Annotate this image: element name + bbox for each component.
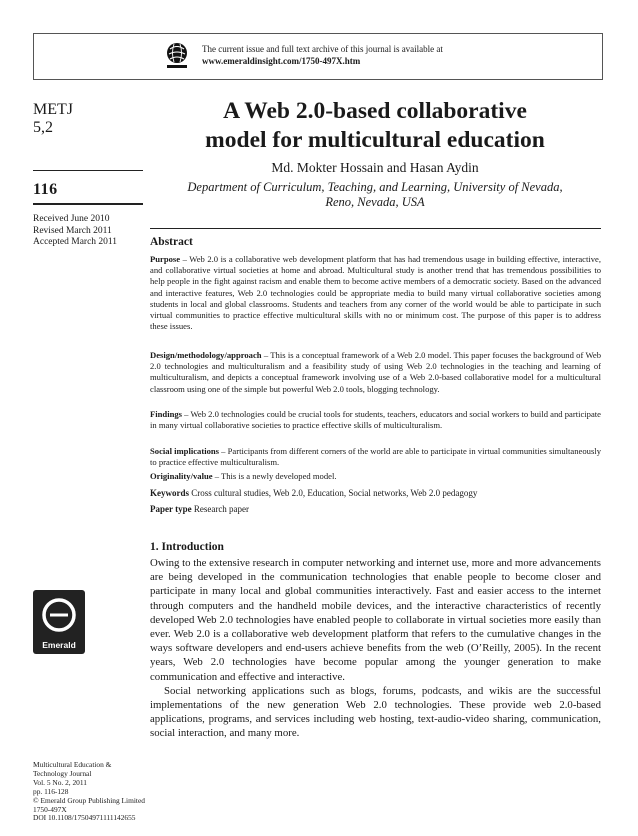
keywords-text: Cross cultural studies, Web 2.0, Education, Social networks, Web 2.0 pedagogy bbox=[189, 488, 478, 498]
journal-info-line: Technology Journal bbox=[33, 768, 92, 778]
emerald-logo-text: Emerald bbox=[42, 640, 76, 650]
divider bbox=[150, 228, 601, 229]
divider bbox=[33, 170, 143, 171]
abstract-social bbox=[150, 446, 601, 468]
abstract-originality bbox=[150, 471, 601, 482]
journal-info-line: pp. 116-128 bbox=[33, 786, 69, 796]
findings-label: Findings bbox=[150, 409, 183, 419]
journal-info-line: 1750-497X bbox=[33, 804, 67, 814]
design-label: Design/methodology/approach bbox=[150, 350, 262, 360]
journal-code: METJ bbox=[33, 101, 73, 118]
title-line: A Web 2.0-based collaborative bbox=[223, 98, 527, 124]
abstract-heading: Abstract bbox=[150, 236, 193, 248]
received-date: Received June 2010 bbox=[33, 214, 110, 224]
emerald-e-icon bbox=[33, 590, 85, 638]
affiliation-line: Reno, Nevada, USA bbox=[325, 195, 425, 209]
paragraph: Owing to the extensive research in computer networking and internet use, more and more advancements are being developed in the communication technologies that enable people to become closer and participate in many local and global communities interactively. Fast and easier access to the internet through computers and the handheld mobile devices, and the interactive characteristics of recently developed Web 2.0 technologies have enabled people to collaborate in virtual societies more easily than ever. Web 2.0 is a collaborative web development platform that refers to the cumulative changes in the ways software developers and end-users achieve benefits from the web (O’Reilly, 2005). In the recent years, Web 2.0 technologies have become popular among the younger generation to make communication and effective and interactive. bbox=[150, 557, 601, 683]
journal-info bbox=[33, 761, 148, 823]
journal-info-line: © Emerald Group Publishing Limited bbox=[33, 795, 145, 805]
title-line: model for multicultural education bbox=[205, 127, 545, 153]
journal-url[interactable]: www.emeraldinsight.com/1750-497X.htm bbox=[202, 56, 361, 66]
availability-text: The current issue and full text archive of this journal is available at bbox=[202, 44, 443, 54]
submission-dates bbox=[33, 214, 117, 249]
volume-issue: 5,2 bbox=[33, 119, 53, 136]
article-authors: Md. Mokter Hossain and Hasan Aydin bbox=[271, 160, 479, 175]
abstract-purpose bbox=[150, 254, 601, 332]
page-number: 116 bbox=[33, 181, 58, 198]
originality-label: Originality/value bbox=[150, 471, 213, 481]
journal-info-line: Multicultural Education & bbox=[33, 760, 112, 769]
introduction-body bbox=[150, 556, 601, 741]
affiliation-line: Department of Curriculum, Teaching, and Learning, University of Nevada, bbox=[187, 180, 563, 194]
keywords bbox=[150, 488, 601, 499]
abstract-design bbox=[150, 350, 601, 395]
purpose-label: Purpose bbox=[150, 254, 181, 264]
emerald-globe-logo-icon bbox=[165, 40, 189, 70]
abstract-findings bbox=[150, 409, 601, 431]
introduction-heading: 1. Introduction bbox=[150, 541, 224, 553]
purpose-text: – Web 2.0 is a collaborative web development platform that has had tremendous usage in building effective, interactive, and collaborative virtual societies at home and abroad. Multicultural study is another trend that has tremendous possibilities to help people in the fight against racism and enable them to become active members of a democratic society. Based on the advanced and interactive features, Web 2.0 technologies could be appropriate media to build many virtual collaborative societies among students in local and global classrooms. Students and teachers from any corner of the world would be able to participate in such virtual communities to practice effective multicultural skills with no or minimum cost. The purpose of this paper is to address these issues. bbox=[150, 254, 601, 332]
keywords-label: Keywords bbox=[150, 488, 189, 498]
accepted-date: Accepted March 2011 bbox=[33, 237, 118, 247]
findings-text: – Web 2.0 technologies could be crucial tools for students, teachers, educators and social workers to build and participate in many virtual collaborative societies to practice effective skills of multiculturalism. bbox=[150, 409, 601, 431]
paper-type-label: Paper type bbox=[150, 504, 192, 514]
journal-info-line: DOI 10.1108/17504971111142655 bbox=[33, 813, 136, 823]
paper-type bbox=[150, 504, 601, 515]
revised-date: Revised March 2011 bbox=[33, 225, 112, 236]
originality-text: – This is a newly developed model. bbox=[212, 471, 337, 481]
social-text: – Participants from different corners of the world are able to participate in virtual communities simultaneously to practice effective multiculturalism. bbox=[150, 446, 601, 468]
article-title bbox=[150, 97, 600, 155]
author-affiliation bbox=[150, 180, 600, 210]
paragraph: Social networking applications such as blogs, forums, podcasts, and wikis are the successful implementations of the new generation Web 2.0 technologies. These provide web 2.0-based applications, programs, and services including web hosting, text-audio-video sharing, communication, social interaction, and many more. bbox=[150, 684, 601, 740]
paper-type-text: Research paper bbox=[191, 504, 250, 514]
social-label: Social implications bbox=[150, 446, 220, 456]
journal-info-line: Vol. 5 No. 2, 2011 bbox=[33, 777, 87, 787]
divider bbox=[33, 203, 143, 205]
design-text: – This is a conceptual framework of a Web 2.0 model. This paper focuses the background of Web 2.0 technologies and multiculturalism and a feasibility study of using Web 2.0 technologies in the teaching and learning of multiculturalism, and depicts a conceptual framework involving use of a Web 2.0-based collaborative model for a multicultural classroom using one of the simple but powerful Web 2.0 tools, blogging technology. bbox=[150, 350, 601, 394]
